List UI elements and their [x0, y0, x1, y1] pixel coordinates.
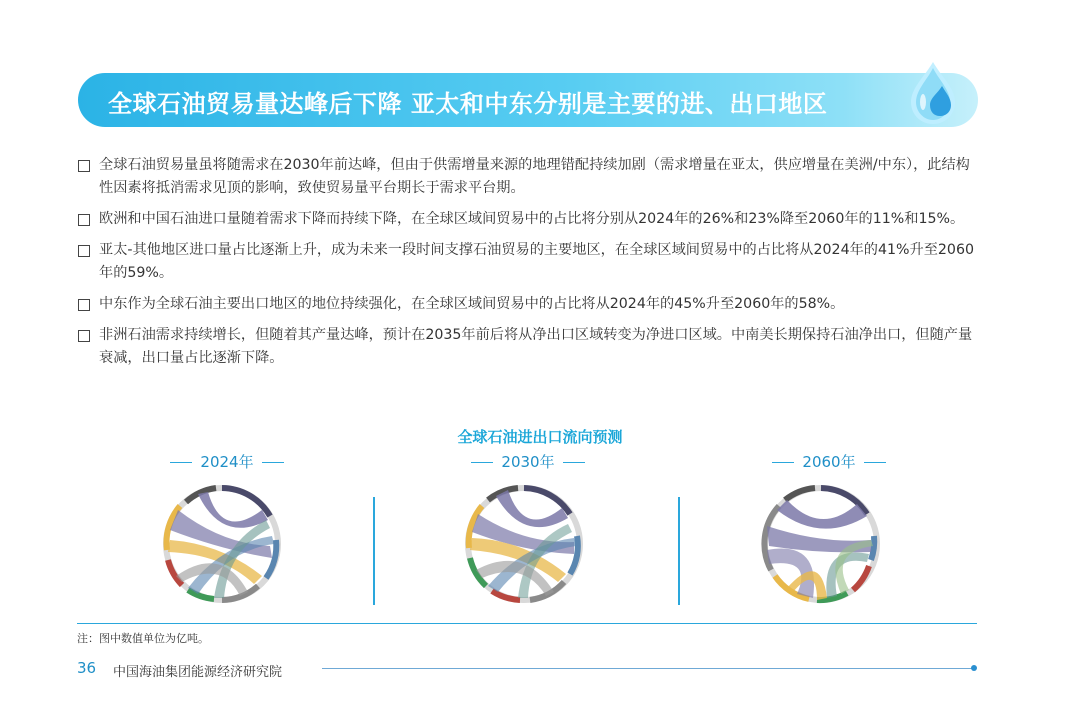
figure-title: 全球石油进出口流向预测	[457, 428, 623, 446]
chord-diagram-2024	[158, 480, 286, 608]
year-label-2060: 2060年	[754, 451, 904, 472]
footer-rule	[322, 668, 974, 669]
list-item	[77, 208, 983, 231]
bullet-text: 亚太-其他地区进口量占比逐渐上升，成为未来一段时间支撑石油贸易的主要地区，在全球区域间贸易中的占比将从2024年的41%升至2060年的59%。	[99, 242, 974, 281]
footer-dot-icon	[971, 665, 977, 671]
chord-diagram-2030	[460, 480, 588, 608]
bullet-text: 欧洲和中国石油进口量随着需求下降而持续下降，在全球区域间贸易中的占比将分别从2024年的26%和23%降至2060年的11%和15%。	[99, 211, 965, 227]
checkbox-bullet-icon	[78, 214, 90, 226]
page-title: 全球石油贸易量达峰后下降 亚太和中东分别是主要的进、出口地区	[108, 90, 828, 118]
list-item	[77, 293, 983, 316]
footer-organization: 中国海油集团能源经济研究院	[113, 665, 283, 680]
list-item	[77, 324, 983, 370]
list-item	[77, 154, 983, 200]
checkbox-bullet-icon	[78, 330, 90, 342]
year-label-2030: 2030年	[453, 451, 603, 472]
chord-diagram-2060	[757, 480, 885, 608]
divider	[373, 497, 375, 605]
bullet-text: 中东作为全球石油主要出口地区的地位持续强化，在全球区域间贸易中的占比将从2024年的45%升至2060年的58%。	[99, 296, 845, 312]
water-drop-icon	[895, 58, 965, 128]
checkbox-bullet-icon	[78, 245, 90, 257]
bullet-text: 非洲石油需求持续增长，但随着其产量达峰，预计在2035年前后将从净出口区域转变为净进口区域。中南美长期保持石油净出口，但随产量衰减，出口量占比逐渐下降。	[99, 327, 973, 366]
footnote: 注：图中数值单位为亿吨。	[77, 632, 209, 645]
page-number: 36	[77, 659, 97, 677]
list-item	[77, 239, 983, 285]
checkbox-bullet-icon	[78, 299, 90, 311]
bullet-list	[77, 154, 983, 378]
checkbox-bullet-icon	[78, 160, 90, 172]
bullet-text: 全球石油贸易量虽将随需求在2030年前达峰，但由于供需增量来源的地理错配持续加剧（需求增量在亚太，供应增量在美洲/中东），此结构性因素将抵消需求见顶的影响，致使贸易量平台期长于需求平台期。	[99, 157, 970, 196]
divider	[678, 497, 680, 605]
divider	[77, 623, 977, 624]
year-label-2024: 2024年	[152, 451, 302, 472]
